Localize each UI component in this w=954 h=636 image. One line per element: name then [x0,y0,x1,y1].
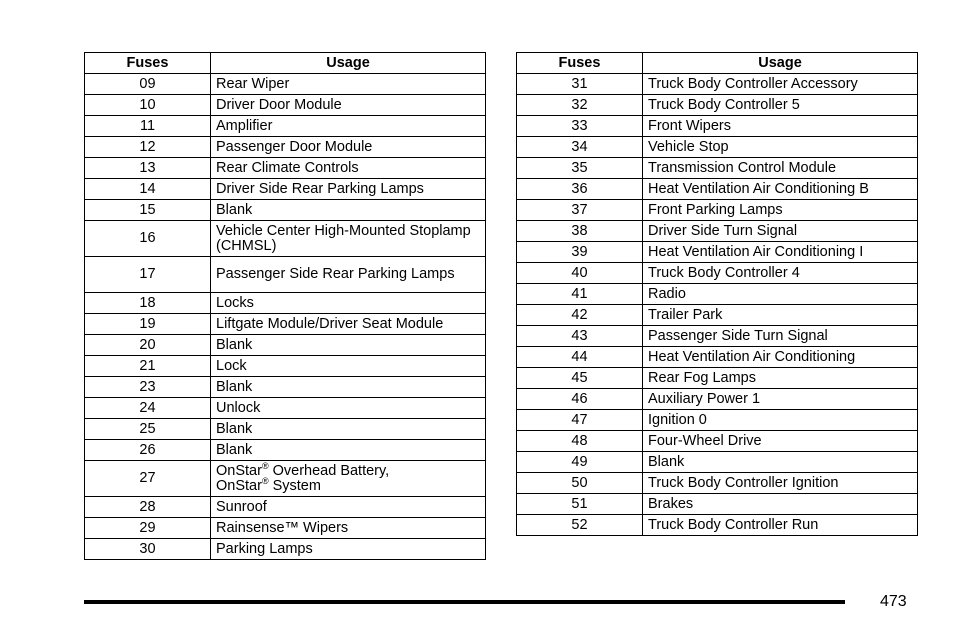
fuse-usage: Rainsense™ Wipers [211,518,486,539]
fuse-usage: Lock [211,356,486,377]
table-row [85,335,486,356]
table-row [517,179,918,200]
fuse-usage [211,461,486,497]
table-row [517,410,918,431]
fuse-number: 09 [85,74,211,95]
fuse-usage: Rear Wiper [211,74,486,95]
fuse-usage: Liftgate Module/Driver Seat Module [211,314,486,335]
fuse-number: 20 [85,335,211,356]
table-row [517,494,918,515]
fuse-number: 50 [517,473,643,494]
fuse-number: 30 [85,539,211,560]
fuse-usage: Vehicle Center High-Mounted Stoplamp (CHMSL) [211,221,486,257]
table-row [85,116,486,137]
fuse-number: 43 [517,326,643,347]
fuse-number: 42 [517,305,643,326]
table-row [85,518,486,539]
fuse-number: 40 [517,263,643,284]
fuse-number: 12 [85,137,211,158]
fuse-usage: Locks [211,293,486,314]
table-row [85,74,486,95]
fuse-number: 39 [517,242,643,263]
usage-text: OnStar [216,477,262,494]
fuse-usage: Radio [643,284,918,305]
table-row [517,116,918,137]
fuse-usage: Front Parking Lamps [643,200,918,221]
fuse-number: 23 [85,377,211,398]
table-row [85,314,486,335]
fuse-number: 48 [517,431,643,452]
fuse-number: 32 [517,95,643,116]
fuse-number: 37 [517,200,643,221]
table-row [85,257,486,293]
fuse-usage: Blank [643,452,918,473]
fuse-number: 45 [517,368,643,389]
table-row [85,398,486,419]
table-row [517,137,918,158]
fuse-usage: Driver Door Module [211,95,486,116]
table-row [85,158,486,179]
table-row [85,137,486,158]
fuse-number: 13 [85,158,211,179]
fuse-number: 26 [85,440,211,461]
table-row [517,431,918,452]
table-row [85,179,486,200]
fuse-usage: Truck Body Controller 4 [643,263,918,284]
fuse-usage: Truck Body Controller 5 [643,95,918,116]
fuse-usage: Driver Side Rear Parking Lamps [211,179,486,200]
table-row [85,95,486,116]
fuse-usage: Blank [211,440,486,461]
fuse-number: 46 [517,389,643,410]
fuse-usage: Four-Wheel Drive [643,431,918,452]
fuse-number: 51 [517,494,643,515]
fuse-number: 27 [85,461,211,497]
table-row [85,539,486,560]
page-number: 473 [880,593,907,610]
fuse-number: 52 [517,515,643,536]
fuse-usage: Driver Side Turn Signal [643,221,918,242]
fuse-usage: Ignition 0 [643,410,918,431]
table-row [517,452,918,473]
fuse-usage: Heat Ventilation Air Conditioning [643,347,918,368]
fuse-usage: Heat Ventilation Air Conditioning B [643,179,918,200]
footer-rule [84,600,845,604]
fuse-number: 29 [85,518,211,539]
fuse-number: 33 [517,116,643,137]
table-row [85,356,486,377]
fuse-number: 17 [85,257,211,293]
fuse-table-left [84,52,486,560]
table-row [517,95,918,116]
table-row [85,221,486,257]
fuse-number: 31 [517,74,643,95]
fuse-number: 41 [517,284,643,305]
table-row [517,389,918,410]
table-row [85,497,486,518]
fuse-usage: Vehicle Stop [643,137,918,158]
table-row [517,515,918,536]
table-row [85,200,486,221]
fuse-usage: Unlock [211,398,486,419]
fuse-usage: Brakes [643,494,918,515]
fuse-usage: Parking Lamps [211,539,486,560]
table-row [517,347,918,368]
table-row [517,284,918,305]
table-row [85,377,486,398]
fuse-usage: Rear Climate Controls [211,158,486,179]
table-row [85,419,486,440]
fuse-usage: Blank [211,377,486,398]
table-row [85,293,486,314]
registered-mark: ® [261,460,269,471]
fuse-number: 47 [517,410,643,431]
fuse-usage: Amplifier [211,116,486,137]
fuse-number: 11 [85,116,211,137]
fuse-usage: Truck Body Controller Ignition [643,473,918,494]
column-header-usage: Usage [643,53,918,74]
usage-text: System [268,477,321,494]
column-header-fuses: Fuses [85,53,211,74]
table-row [85,440,486,461]
fuse-number: 14 [85,179,211,200]
table-row [517,305,918,326]
fuse-usage: Passenger Door Module [211,137,486,158]
table-header-row [85,53,486,74]
usage-text: OnStar [216,462,262,479]
fuse-number: 24 [85,398,211,419]
column-header-usage: Usage [211,53,486,74]
table-row [517,158,918,179]
table-row [85,461,486,497]
column-header-fuses: Fuses [517,53,643,74]
fuse-usage: Front Wipers [643,116,918,137]
fuse-number: 28 [85,497,211,518]
table-row [517,368,918,389]
fuse-number: 18 [85,293,211,314]
usage-text: Overhead Battery, [268,462,390,479]
fuse-number: 15 [85,200,211,221]
fuse-usage: Blank [211,335,486,356]
fuse-number: 19 [85,314,211,335]
fuse-usage: Trailer Park [643,305,918,326]
table-row [517,473,918,494]
fuse-usage: Transmission Control Module [643,158,918,179]
fuse-number: 38 [517,221,643,242]
fuse-usage: Blank [211,200,486,221]
fuse-number: 34 [517,137,643,158]
fuse-usage: Passenger Side Rear Parking Lamps [211,257,486,293]
table-row [517,200,918,221]
fuse-number: 10 [85,95,211,116]
fuse-number: 36 [517,179,643,200]
table-header-row [517,53,918,74]
fuse-number: 44 [517,347,643,368]
fuse-table-right [516,52,918,536]
table-row [517,263,918,284]
fuse-number: 21 [85,356,211,377]
fuse-usage: Auxiliary Power 1 [643,389,918,410]
fuse-number: 35 [517,158,643,179]
table-row [517,242,918,263]
fuse-number: 25 [85,419,211,440]
fuse-number: 16 [85,221,211,257]
fuse-usage: Truck Body Controller Run [643,515,918,536]
fuse-usage: Sunroof [211,497,486,518]
fuse-number: 49 [517,452,643,473]
fuse-usage: Truck Body Controller Accessory [643,74,918,95]
table-row [517,221,918,242]
fuse-usage: Rear Fog Lamps [643,368,918,389]
table-row [517,326,918,347]
registered-mark: ® [261,475,269,486]
fuse-usage: Blank [211,419,486,440]
fuse-usage: Heat Ventilation Air Conditioning I [643,242,918,263]
fuse-usage: Passenger Side Turn Signal [643,326,918,347]
table-row [517,74,918,95]
